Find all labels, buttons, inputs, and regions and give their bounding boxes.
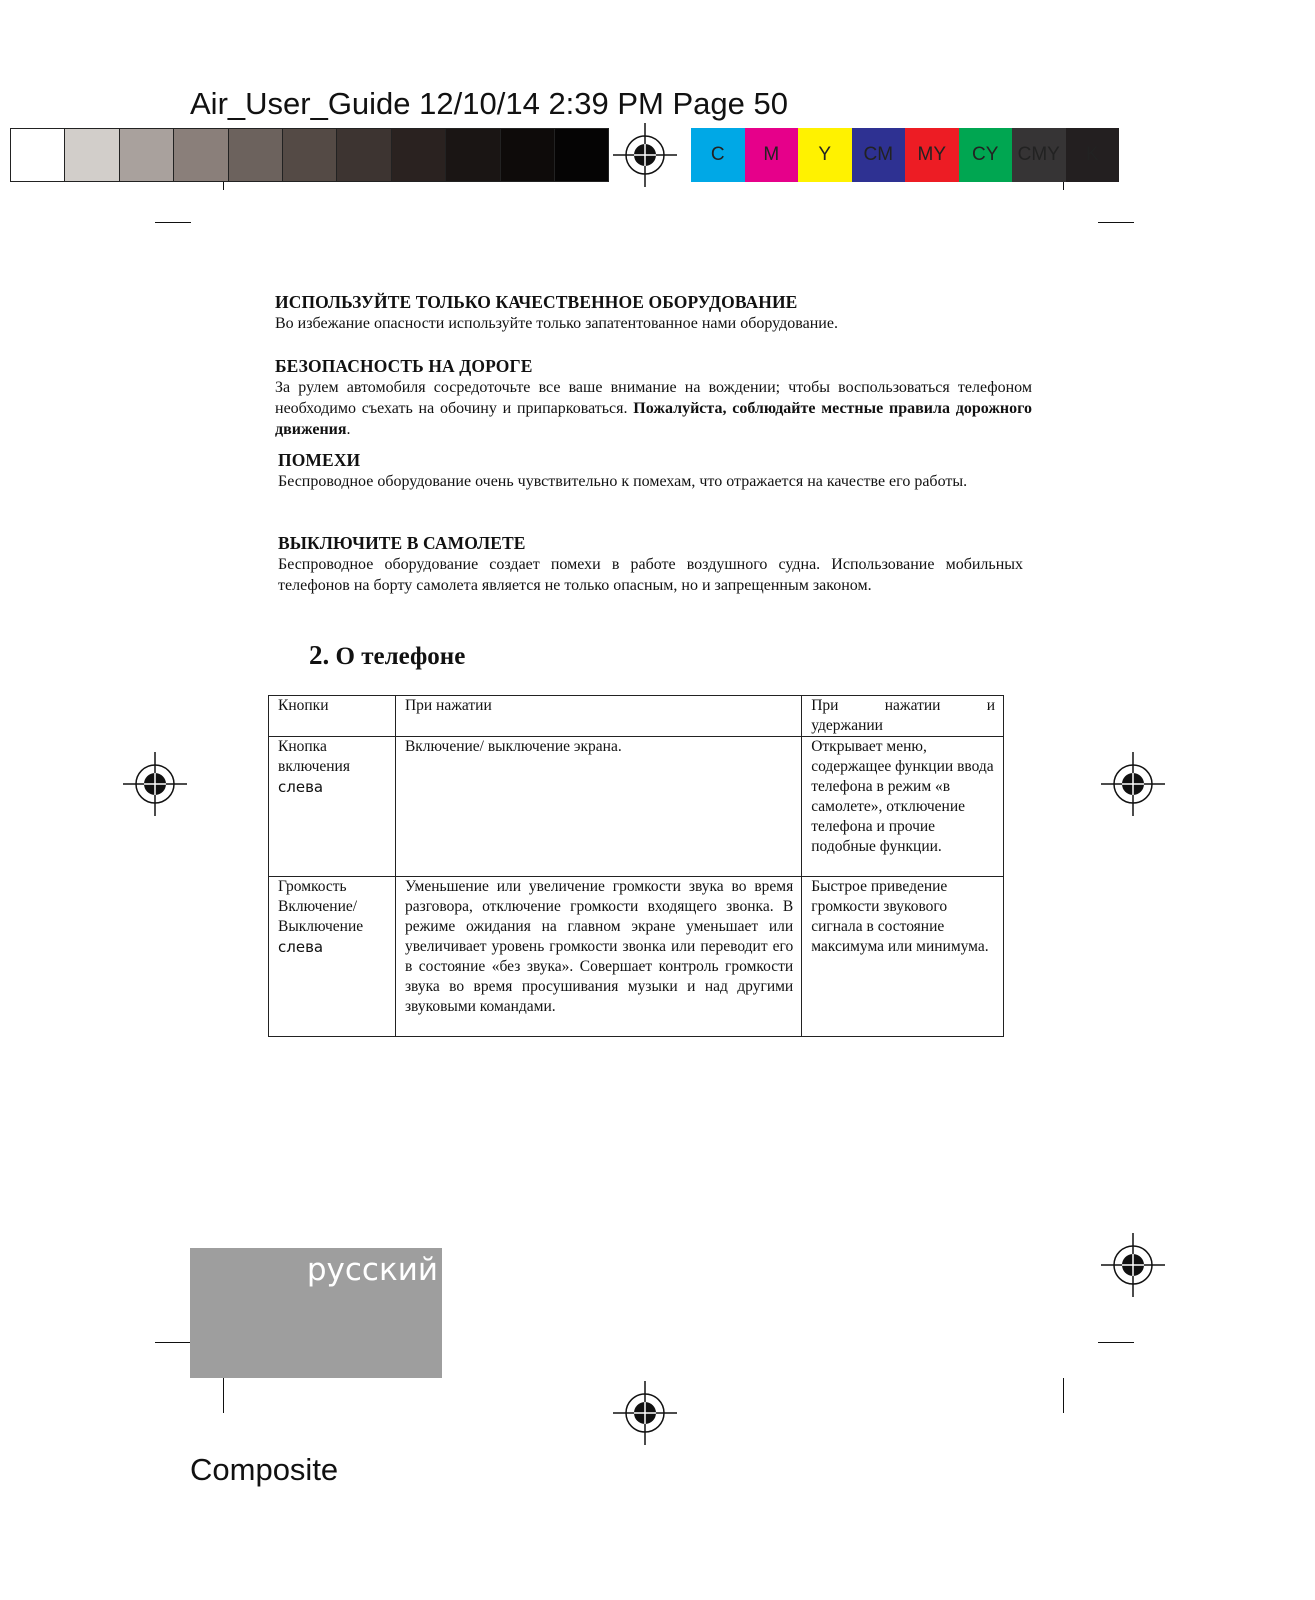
cmyk-swatch: MY xyxy=(905,128,959,182)
buttons-table xyxy=(268,695,1004,1037)
crop-mark xyxy=(223,182,224,190)
registration-mark-icon xyxy=(1101,752,1165,816)
section-body xyxy=(275,377,1032,440)
registration-mark-icon xyxy=(123,752,187,816)
cell-button xyxy=(269,877,396,1037)
section-title: ПОМЕХИ xyxy=(278,450,361,470)
gray-swatch xyxy=(391,129,445,181)
crop-mark xyxy=(1063,1378,1064,1413)
cmyk-swatch: K xyxy=(1066,128,1120,182)
crop-mark xyxy=(155,1342,191,1343)
cell-button xyxy=(269,737,396,877)
gray-swatch xyxy=(64,129,118,181)
gray-density-strip xyxy=(10,128,609,182)
section-body: Беспроводное оборудование создает помехи в работе воздушного судна. Использование мобильных телефонов на борту самолета является не только опасным, но и запрещенным законом. xyxy=(278,556,1023,594)
header-cell-press: При нажатии xyxy=(395,696,801,737)
header-hold-word: и xyxy=(986,697,995,714)
language-tab xyxy=(190,1248,442,1378)
section-body-text: За рулем автомобиля сосредоточьте все ваше внимание на вождении; чтобы воспользоваться телефоном необходимо съехать на обочину и припарковаться. xyxy=(275,379,1032,417)
chapter-title: О телефоне xyxy=(335,643,466,670)
header-cell-hold xyxy=(802,696,1004,737)
section-quality-equipment xyxy=(275,292,1032,334)
gray-swatch xyxy=(282,129,336,181)
gray-swatch xyxy=(228,129,282,181)
section-title: БЕЗОПАСНОСТЬ НА ДОРОГЕ xyxy=(275,356,533,376)
registration-mark-icon xyxy=(1101,1233,1165,1297)
gray-swatch xyxy=(173,129,227,181)
section-road-safety xyxy=(275,356,1032,440)
gray-swatch xyxy=(11,129,64,181)
gray-swatch xyxy=(336,129,390,181)
crop-mark xyxy=(155,222,191,223)
chapter-number: 2. xyxy=(309,640,330,670)
gray-swatch xyxy=(554,129,608,181)
crop-mark xyxy=(1063,182,1064,190)
button-position-note: слева xyxy=(278,938,324,956)
button-name: Включение/ Выключение xyxy=(278,898,364,935)
table-row xyxy=(269,877,1004,1037)
cmyk-swatch: Y xyxy=(798,128,852,182)
section-title: ВЫКЛЮЧИТЕ В САМОЛЕТЕ xyxy=(278,533,526,553)
section-airplane xyxy=(278,533,1023,596)
section-interference xyxy=(278,450,1023,492)
header-hold-word: нажатии xyxy=(884,697,941,714)
section-body-end: . xyxy=(346,421,351,438)
slug-line: Air_User_Guide 12/10/14 2:39 PM Page 50 xyxy=(190,86,788,121)
header-cell-buttons: Кнопки xyxy=(269,696,396,737)
cell-press: Включение/ выключение экрана. xyxy=(395,737,801,877)
cmyk-swatch: CY xyxy=(959,128,1013,182)
gray-swatch xyxy=(500,129,554,181)
header-hold-line xyxy=(811,696,995,716)
registration-mark-icon xyxy=(613,123,677,187)
table-header-row xyxy=(269,696,1004,737)
header-hold-word: При xyxy=(811,697,839,714)
cmyk-swatch: CMY xyxy=(1012,128,1066,182)
crop-mark xyxy=(1098,1342,1134,1343)
crop-mark xyxy=(1098,222,1134,223)
button-name: Кнопка xyxy=(278,738,327,755)
button-position-note: слева xyxy=(278,778,324,796)
cmyk-swatch: C xyxy=(691,128,745,182)
gray-swatch xyxy=(445,129,499,181)
crop-mark xyxy=(223,1378,224,1413)
language-label: русский xyxy=(306,1252,438,1288)
button-name: включения xyxy=(278,758,350,775)
cell-hold: Быстрое приведение громкости звукового сигнала в состояние максимума или минимума. xyxy=(802,877,1004,1037)
header-hold-word: удержании xyxy=(811,717,883,734)
cmyk-swatch: CM xyxy=(852,128,906,182)
section-body: Беспроводное оборудование очень чувствительно к помехам, что отражается на качестве его работы. xyxy=(278,473,968,490)
gray-swatch xyxy=(119,129,173,181)
registration-mark-icon xyxy=(613,1381,677,1445)
cell-press: Уменьшение или увеличение громкости звука во время разговора, отключение громкости входящего звонка. В режиме ожидания на главном экране уменьшает или увеличивает уровень громкости звонка или переводит его в состояние «без звука». Совершает контроль громкости звука во время просушивания музыки и над другими звуковыми командами. xyxy=(395,877,801,1037)
chapter-heading xyxy=(309,640,465,671)
cmyk-swatch: M xyxy=(745,128,799,182)
cell-hold: Открывает меню, содержащее функции ввода телефона в режим «в самолете», отключение телефона и прочие подобные функции. xyxy=(802,737,1004,877)
section-title: ИСПОЛЬЗУЙТЕ ТОЛЬКО КАЧЕСТВЕННОЕ ОБОРУДОВАНИЕ xyxy=(275,292,798,312)
button-name: Громкость xyxy=(278,878,347,895)
footer-slug: Composite xyxy=(190,1452,339,1487)
section-body: Во избежание опасности используйте только запатентованное нами оборудование. xyxy=(275,315,838,332)
table-row xyxy=(269,737,1004,877)
section-body-emphasis: Пожалуйста, соблюдайте местные правила дорожного движения xyxy=(275,400,1033,438)
cmyk-color-strip xyxy=(691,128,1119,182)
